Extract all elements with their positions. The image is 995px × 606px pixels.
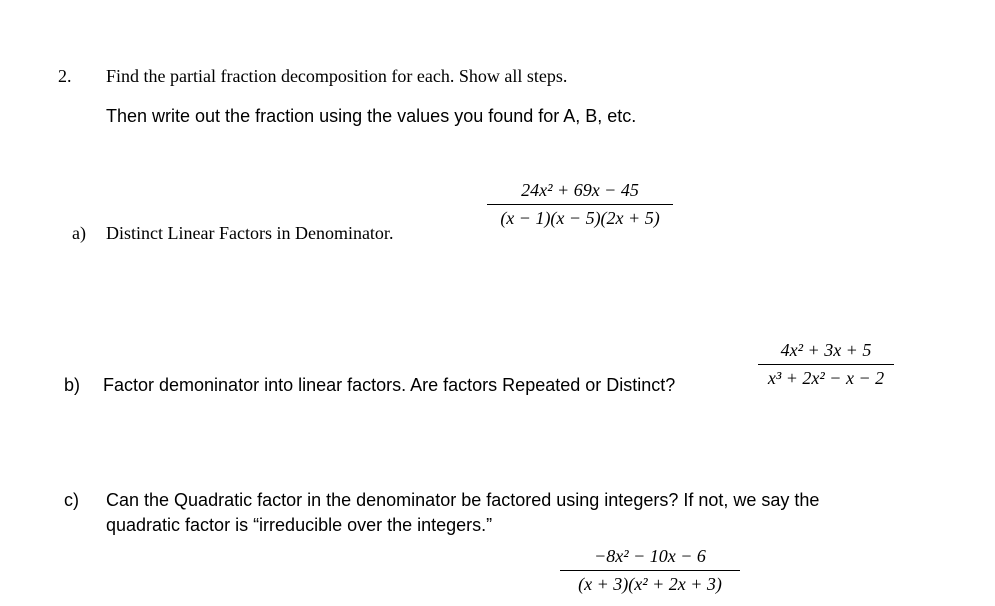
part-a-fraction [487, 179, 673, 229]
part-c-denominator: (x + 3)(x² + 2x + 3) [578, 574, 722, 594]
part-b-numerator: 4x² + 3x + 5 [780, 340, 872, 360]
part-a-label: a) [72, 223, 86, 243]
problem-instruction-1: Find the partial fraction decomposition for each. Show all steps. [106, 66, 568, 86]
part-c-text-line-1: Can the Quadratic factor in the denominator be factored using integers? If not, we say the [106, 490, 820, 510]
part-c-label: c) [64, 490, 79, 510]
problem-number: 2. [58, 66, 72, 86]
part-a-numerator: 24x² + 69x − 45 [521, 180, 639, 200]
part-a-text: Distinct Linear Factors in Denominator. [106, 223, 394, 243]
part-b-fraction-bar [758, 364, 894, 365]
part-b-text: Factor demoninator into linear factors. Are factors Repeated or Distinct? [103, 375, 676, 395]
part-c-text-line-2: quadratic factor is “irreducible over the integers.” [106, 515, 493, 535]
part-c-fraction-bar [560, 570, 740, 571]
problem-instruction-2: Then write out the fraction using the values you found for A, B, etc. [106, 106, 637, 126]
part-c-fraction [560, 545, 740, 595]
part-b-denominator: x³ + 2x² − x − 2 [767, 368, 885, 388]
part-a-fraction-bar [487, 204, 673, 205]
part-b-fraction [758, 339, 894, 389]
part-a-denominator: (x − 1)(x − 5)(2x + 5) [500, 208, 660, 228]
part-c-numerator: −8x² − 10x − 6 [594, 546, 706, 566]
part-b-label: b) [64, 375, 81, 395]
